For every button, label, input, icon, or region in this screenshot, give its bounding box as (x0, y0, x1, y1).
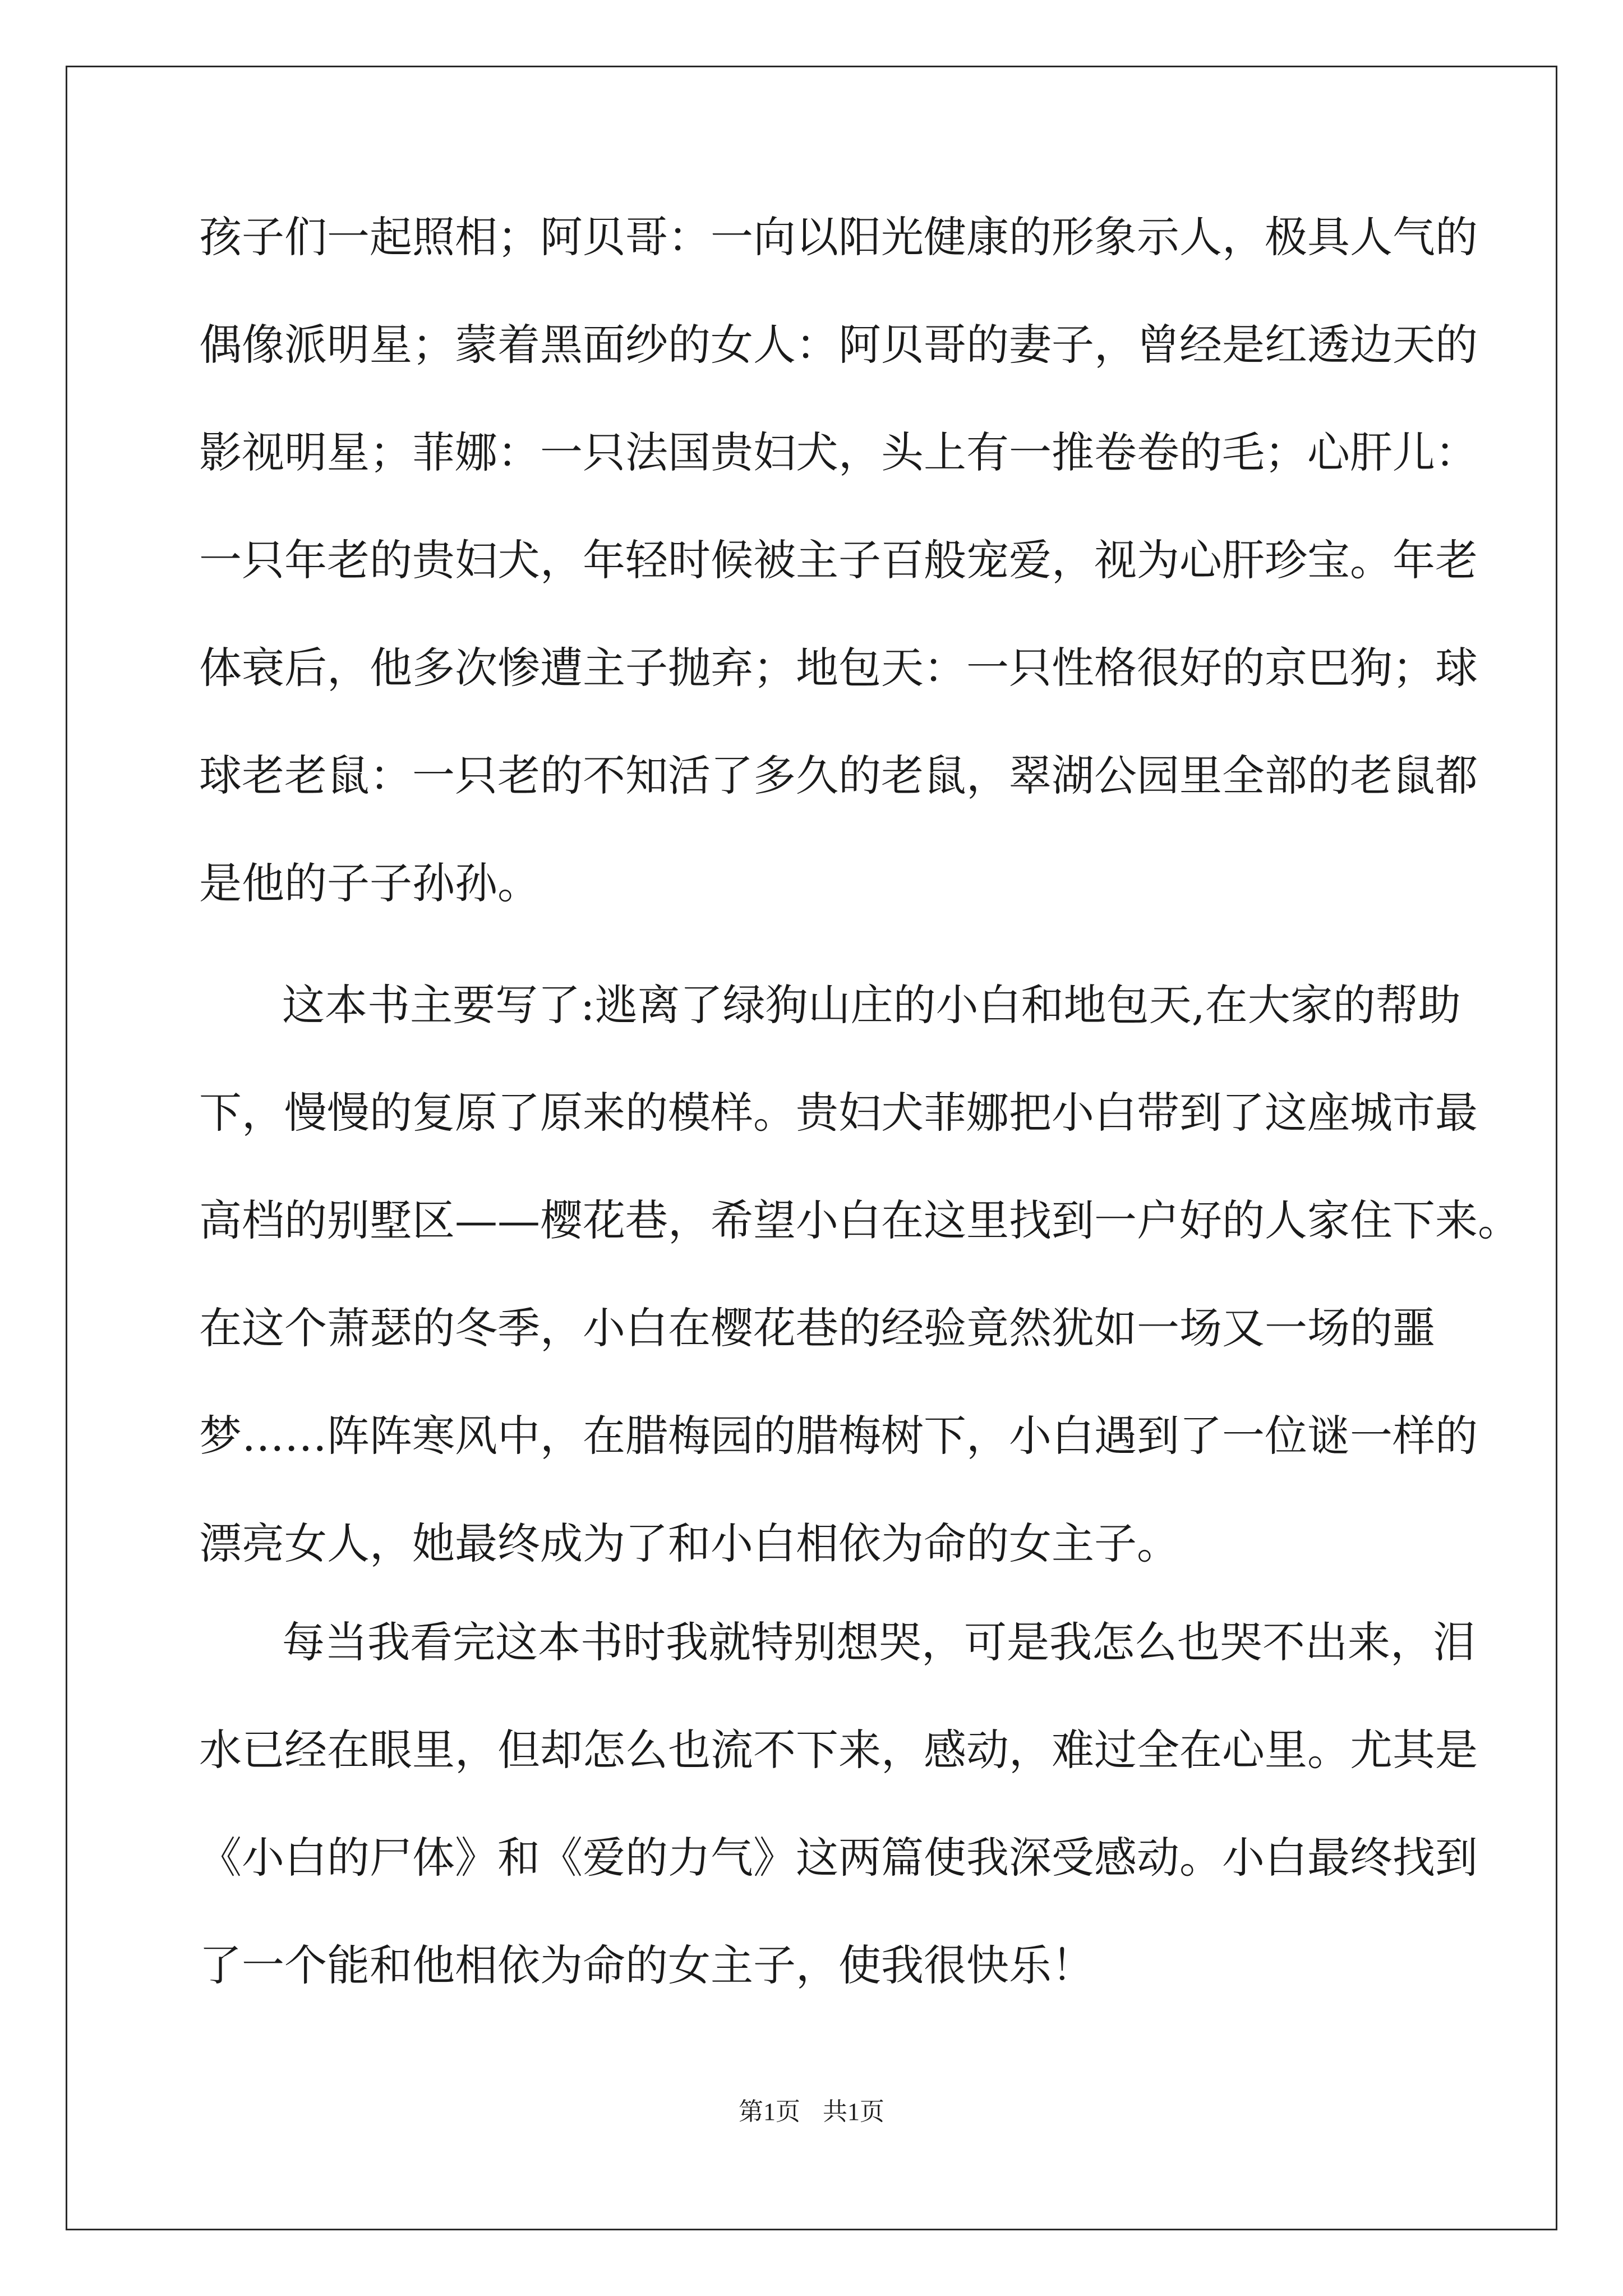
text-line: 水已经在眼里，但却怎么也流不下来，感动，难过全在心里。尤其是 (199, 1725, 1478, 1775)
paragraph-first-line: 每当我看完这本书时我就特别想哭，可是我怎么也哭不出来，泪 (282, 1617, 1476, 1667)
text-line: 了一个能和他相依为命的女主子，使我很快乐！ (199, 1940, 1094, 1990)
page-footer (0, 2091, 1623, 2127)
text-line: 漂亮女人，她最终成为了和小白相依为命的女主子。 (199, 1519, 1179, 1568)
text-line: 下，慢慢的复原了原来的模样。贵妇犬菲娜把小白带到了这座城市最 (199, 1088, 1478, 1138)
text-line: 球老老鼠：一只老的不知活了多久的老鼠，翠湖公园里全部的老鼠都 (199, 751, 1478, 800)
text-line: 《小白的尸体》和《爱的力气》这两篇使我深受感动。小白最终找到 (199, 1833, 1478, 1883)
page-border (66, 66, 1557, 2230)
text-line: 高档的别墅区——樱花巷，希望小白在这里找到一户好的人家住下来。 (199, 1195, 1520, 1245)
page-number: 第1页 (739, 2098, 800, 2125)
text-line: 一只年老的贵妇犬，年轻时候被主子百般宠爱，视为心肝珍宝。年老 (199, 535, 1478, 585)
text-line: 孩子们一起照相；阿贝哥：一向以阳光健康的形象示人，极具人气的 (199, 212, 1478, 262)
text-line: 偶像派明星；蒙着黑面纱的女人：阿贝哥的妻子，曾经是红透边天的 (199, 320, 1478, 370)
page-total: 共1页 (823, 2098, 884, 2125)
paragraph-first-line: 这本书主要写了:逃离了绿狗山庄的小白和地包天,在大家的帮助 (282, 980, 1461, 1030)
text-line: 梦……阵阵寒风中，在腊梅园的腊梅树下，小白遇到了一位谜一样的 (199, 1411, 1478, 1461)
text-line: 是他的子子孙孙。 (199, 858, 540, 908)
text-line: 在这个萧瑟的冬季，小白在樱花巷的经验竟然犹如一场又一场的噩 (199, 1303, 1435, 1353)
text-line: 体衰后，他多次惨遭主子抛弃；地包天：一只性格很好的京巴狗；球 (199, 643, 1478, 693)
text-line: 影视明星；菲娜：一只法国贵妇犬，头上有一推卷卷的毛；心肝儿： (199, 427, 1478, 477)
